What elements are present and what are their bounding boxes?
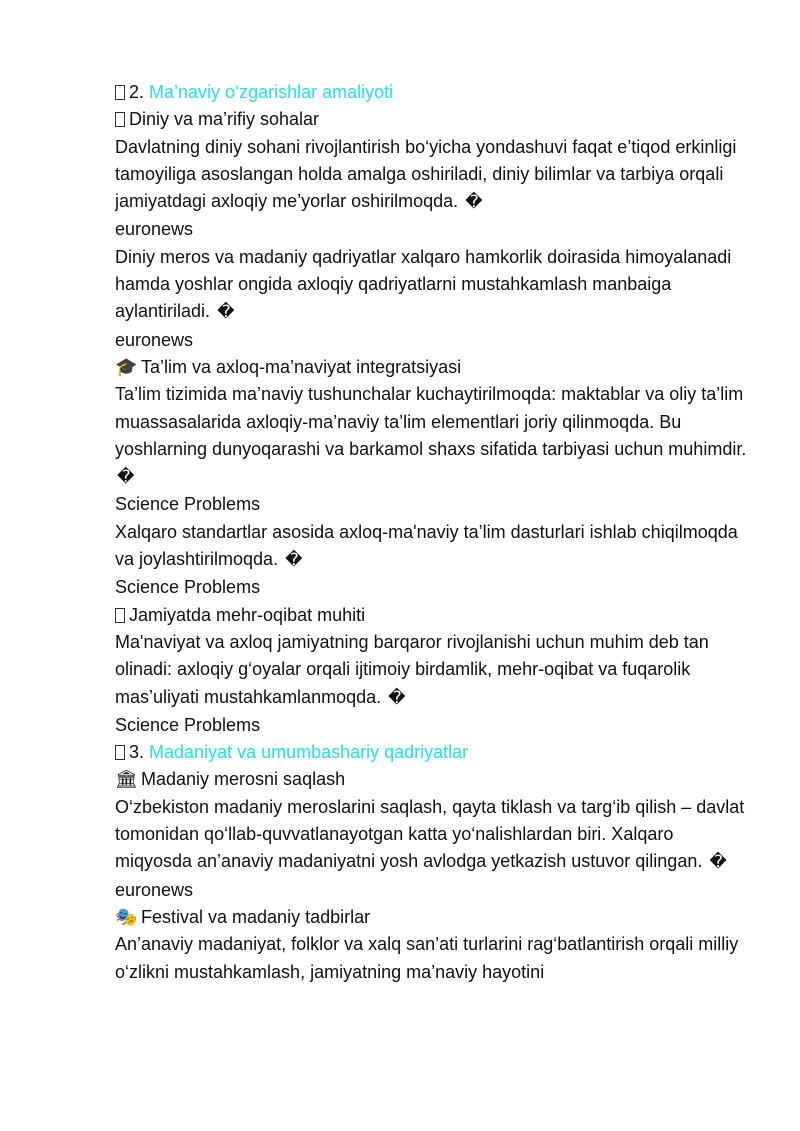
missing-glyph-icon	[115, 85, 125, 100]
replacement-char-icon: �	[709, 852, 727, 873]
source-label: euronews	[115, 329, 194, 350]
source-label: euronews	[115, 879, 194, 900]
talim-paragraph-1-text: Ta’lim tizimida ma’naviy tushunchalar kuchaytirilmoqda: maktablar va oliy ta’lim muassasalarida axloqiy-ma’naviy ta’lim elementlari joriy qilinmoqda. Bu yoshlarning dunyoqarashi va barkamol shaxs sifatida tarbiyasi uchun muhimdir.	[115, 384, 747, 459]
classical-building-icon: 🏛	[115, 769, 138, 791]
replacement-char-icon: �	[388, 687, 406, 708]
replacement-char-icon: �	[465, 192, 483, 213]
missing-glyph-icon	[115, 745, 125, 760]
diniy-paragraph-2-text: Diniy meros va madaniy qadriyatlar xalqaro hamkorlik doirasida himoyalanadi hamda yoshlar ongida axloqiy qadriyatlarni mustahkamlash manbaiga aylantiriladi.	[115, 246, 732, 322]
jamiyat-heading	[115, 602, 755, 629]
meros-paragraph-1-text: O‘zbekiston madaniy meroslarini saqlash, qayta tiklash va targ‘ib qilish – davlat tomonidan qo‘llab-quvvatlanayotgan katta yo‘nalishlardan biri. Xalqaro miqyosda an’anaviy madaniyatni yosh avlodga yetkazish ustuvor qilingan.	[115, 796, 745, 872]
section-3-heading	[115, 739, 755, 766]
source-label: Science Problems	[115, 494, 261, 515]
diniy-heading	[115, 106, 755, 133]
section-2-number: 2.	[129, 82, 145, 102]
performing-arts-icon: 🎭	[115, 906, 138, 928]
jamiyat-paragraph-1-text: Ma'naviyat va axloq jamiyatning barqaror rivojlanishi uchun muhim deb tan olinadi: axloqiy g‘oyalar orqali ijtimoiy birdamlik, mehr-oqibat va fuqarolik mas’uliyati mustahkamlanmoqda.	[115, 631, 709, 707]
festival-heading	[115, 904, 755, 931]
diniy-heading-text: Diniy va ma’rifiy sohalar	[129, 109, 320, 130]
section-2-heading	[115, 79, 755, 106]
meros-heading	[115, 766, 755, 793]
festival-paragraph-1	[115, 931, 755, 986]
missing-glyph-icon	[115, 112, 125, 127]
replacement-char-icon: �	[217, 302, 235, 323]
section-3-number: 3.	[129, 742, 145, 763]
festival-paragraph-1-text: An’anaviy madaniyat, folklor va xalq san’ati turlarini rag‘batlantirish orqali milliy o‘zlikni mustahkamlash, jamiyatning ma’naviy hayotini	[115, 934, 739, 982]
meros-paragraph-1	[115, 794, 755, 877]
source-label: Science Problems	[115, 577, 261, 598]
missing-glyph-icon	[115, 608, 125, 623]
replacement-char-icon: �	[285, 550, 303, 571]
diniy-paragraph-2	[115, 244, 755, 327]
jamiyat-heading-text: Jamiyatda mehr-oqibat muhiti	[129, 604, 366, 625]
diniy-paragraph-1	[115, 134, 755, 217]
meros-heading-text: Madaniy merosni saqlash	[141, 769, 346, 790]
talim-paragraph-2	[115, 519, 755, 575]
jamiyat-paragraph-1	[115, 629, 755, 712]
source-label: euronews	[115, 219, 194, 240]
replacement-char-icon: �	[117, 467, 135, 488]
talim-paragraph-2-text: Xalqaro standartlar asosida axloq-ma'naviy ta’lim dasturlari ishlab chiqilmoqda va joylashtirilmoqda.	[115, 521, 738, 570]
graduation-cap-icon: 🎓	[115, 356, 138, 378]
talim-heading-text: Ta’lim va axloq-ma’naviyat integratsiyasi	[141, 356, 462, 377]
source-label: Science Problems	[115, 714, 261, 735]
section-2-title-link[interactable]: Ma’naviy o‘zgarishlar amaliyoti	[149, 82, 394, 102]
talim-heading	[115, 354, 755, 381]
document-page	[115, 79, 755, 986]
diniy-paragraph-1-text: Davlatning diniy sohani rivojlantirish bo‘yicha yondashuvi faqat e’tiqod erkinligi tamoyiliga asoslangan holda amalga oshiriladi, diniy bilimlar va tarbiya orqali jamiyatdagi axloqiy me’yorlar oshirilmoqda.	[115, 136, 737, 212]
festival-heading-text: Festival va madaniy tadbirlar	[141, 906, 371, 927]
section-3-title-link[interactable]: Madaniyat va umumbashariy qadriyatlar	[149, 742, 469, 763]
talim-paragraph-1	[115, 381, 755, 491]
